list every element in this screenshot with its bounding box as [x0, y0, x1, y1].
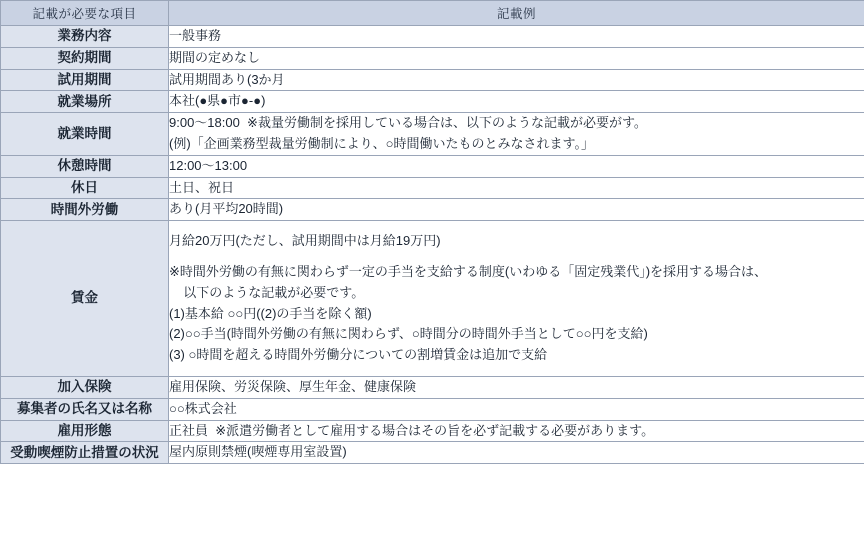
table-row	[1, 69, 864, 91]
row-value	[169, 91, 864, 113]
table-row	[1, 47, 864, 69]
table-row	[1, 398, 864, 420]
row-value	[169, 398, 864, 420]
header-example: 記載例	[169, 1, 864, 26]
row-label: 時間外労働	[1, 199, 169, 221]
row-value	[169, 177, 864, 199]
row-label: 受動喫煙防止措置の状況	[1, 442, 169, 464]
row-value	[169, 442, 864, 464]
row-value-line: 月給20万円(ただし、試用期間中は月給19万円)	[169, 233, 441, 249]
header-required-items: 記載が必要な項目	[1, 1, 169, 26]
row-value-line: ○○株式会社	[169, 400, 237, 416]
row-value-line: 以下のような記載が必要です。	[183, 284, 365, 300]
table-body	[1, 26, 864, 464]
row-label: 休憩時間	[1, 155, 169, 177]
table-row	[1, 199, 864, 221]
row-value-line	[169, 252, 864, 262]
table-header	[1, 1, 864, 26]
row-value	[169, 221, 864, 377]
row-value	[169, 199, 864, 221]
row-value-line: (1)基本給 ○○円((2)の手当を除く額)	[169, 305, 372, 321]
row-label: 加入保険	[1, 376, 169, 398]
row-value-line: 12:00〜13:00	[169, 157, 248, 173]
row-value	[169, 420, 864, 442]
row-label: 契約期間	[1, 47, 169, 69]
row-value-line: 本社(●県●市●-●)	[169, 93, 266, 109]
row-value-line: 9:00〜18:00 ※裁量労働制を採用している場合は、以下のような記載が必要がす。	[169, 115, 647, 131]
row-label: 就業時間	[1, 113, 169, 156]
row-value	[169, 47, 864, 69]
row-value-line: 正社員 ※派遣労働者として雇用する場合はその旨を必ず記載する必要があります。	[169, 422, 655, 438]
table-header-row	[1, 1, 864, 26]
row-value-line: 屋内原則禁煙(喫煙専用室設置)	[169, 444, 347, 460]
row-value-line: (2)○○手当(時間外労働の有無に関わらず、○時間分の時間外手当として○○円を支給)	[169, 326, 648, 342]
row-label: 試用期間	[1, 69, 169, 91]
table-row	[1, 376, 864, 398]
row-value-line: 一般事務	[169, 28, 222, 43]
table-row	[1, 91, 864, 113]
row-value-line: 試用期間あり(3か月	[169, 71, 285, 87]
row-value-line: あり(月平均20時間)	[169, 201, 284, 217]
table-row	[1, 420, 864, 442]
table-row	[1, 177, 864, 199]
table-row	[1, 442, 864, 464]
row-value-line: ※時間外労働の有無に関わらず一定の手当を支給する制度(いわゆる「固定残業代」)を採用する場合は、	[169, 263, 768, 279]
table-row	[1, 26, 864, 48]
table-row	[1, 155, 864, 177]
row-value	[169, 155, 864, 177]
row-value-line: (3) ○時間を超える時間外労働分についての割増賃金は追加で支給	[169, 347, 548, 363]
row-label: 業務内容	[1, 26, 169, 48]
row-value-line: 土日、祝日	[169, 179, 235, 195]
row-value	[169, 26, 864, 48]
row-label: 募集者の氏名又は名称	[1, 398, 169, 420]
row-value	[169, 69, 864, 91]
table-row	[1, 113, 864, 156]
row-value-line: 期間の定めなし	[169, 49, 261, 65]
row-value	[169, 113, 864, 156]
row-value-line: 雇用保険、労災保険、厚生年金、健康保険	[169, 378, 417, 394]
row-label: 賃金	[1, 221, 169, 377]
table-row	[1, 221, 864, 377]
row-value	[169, 376, 864, 398]
row-label: 就業場所	[1, 91, 169, 113]
row-value-line: (例)「企画業務型裁量労働制により、○時間働いたものとみなされます。」	[169, 135, 594, 151]
row-label: 休日	[1, 177, 169, 199]
row-label: 雇用形態	[1, 420, 169, 442]
